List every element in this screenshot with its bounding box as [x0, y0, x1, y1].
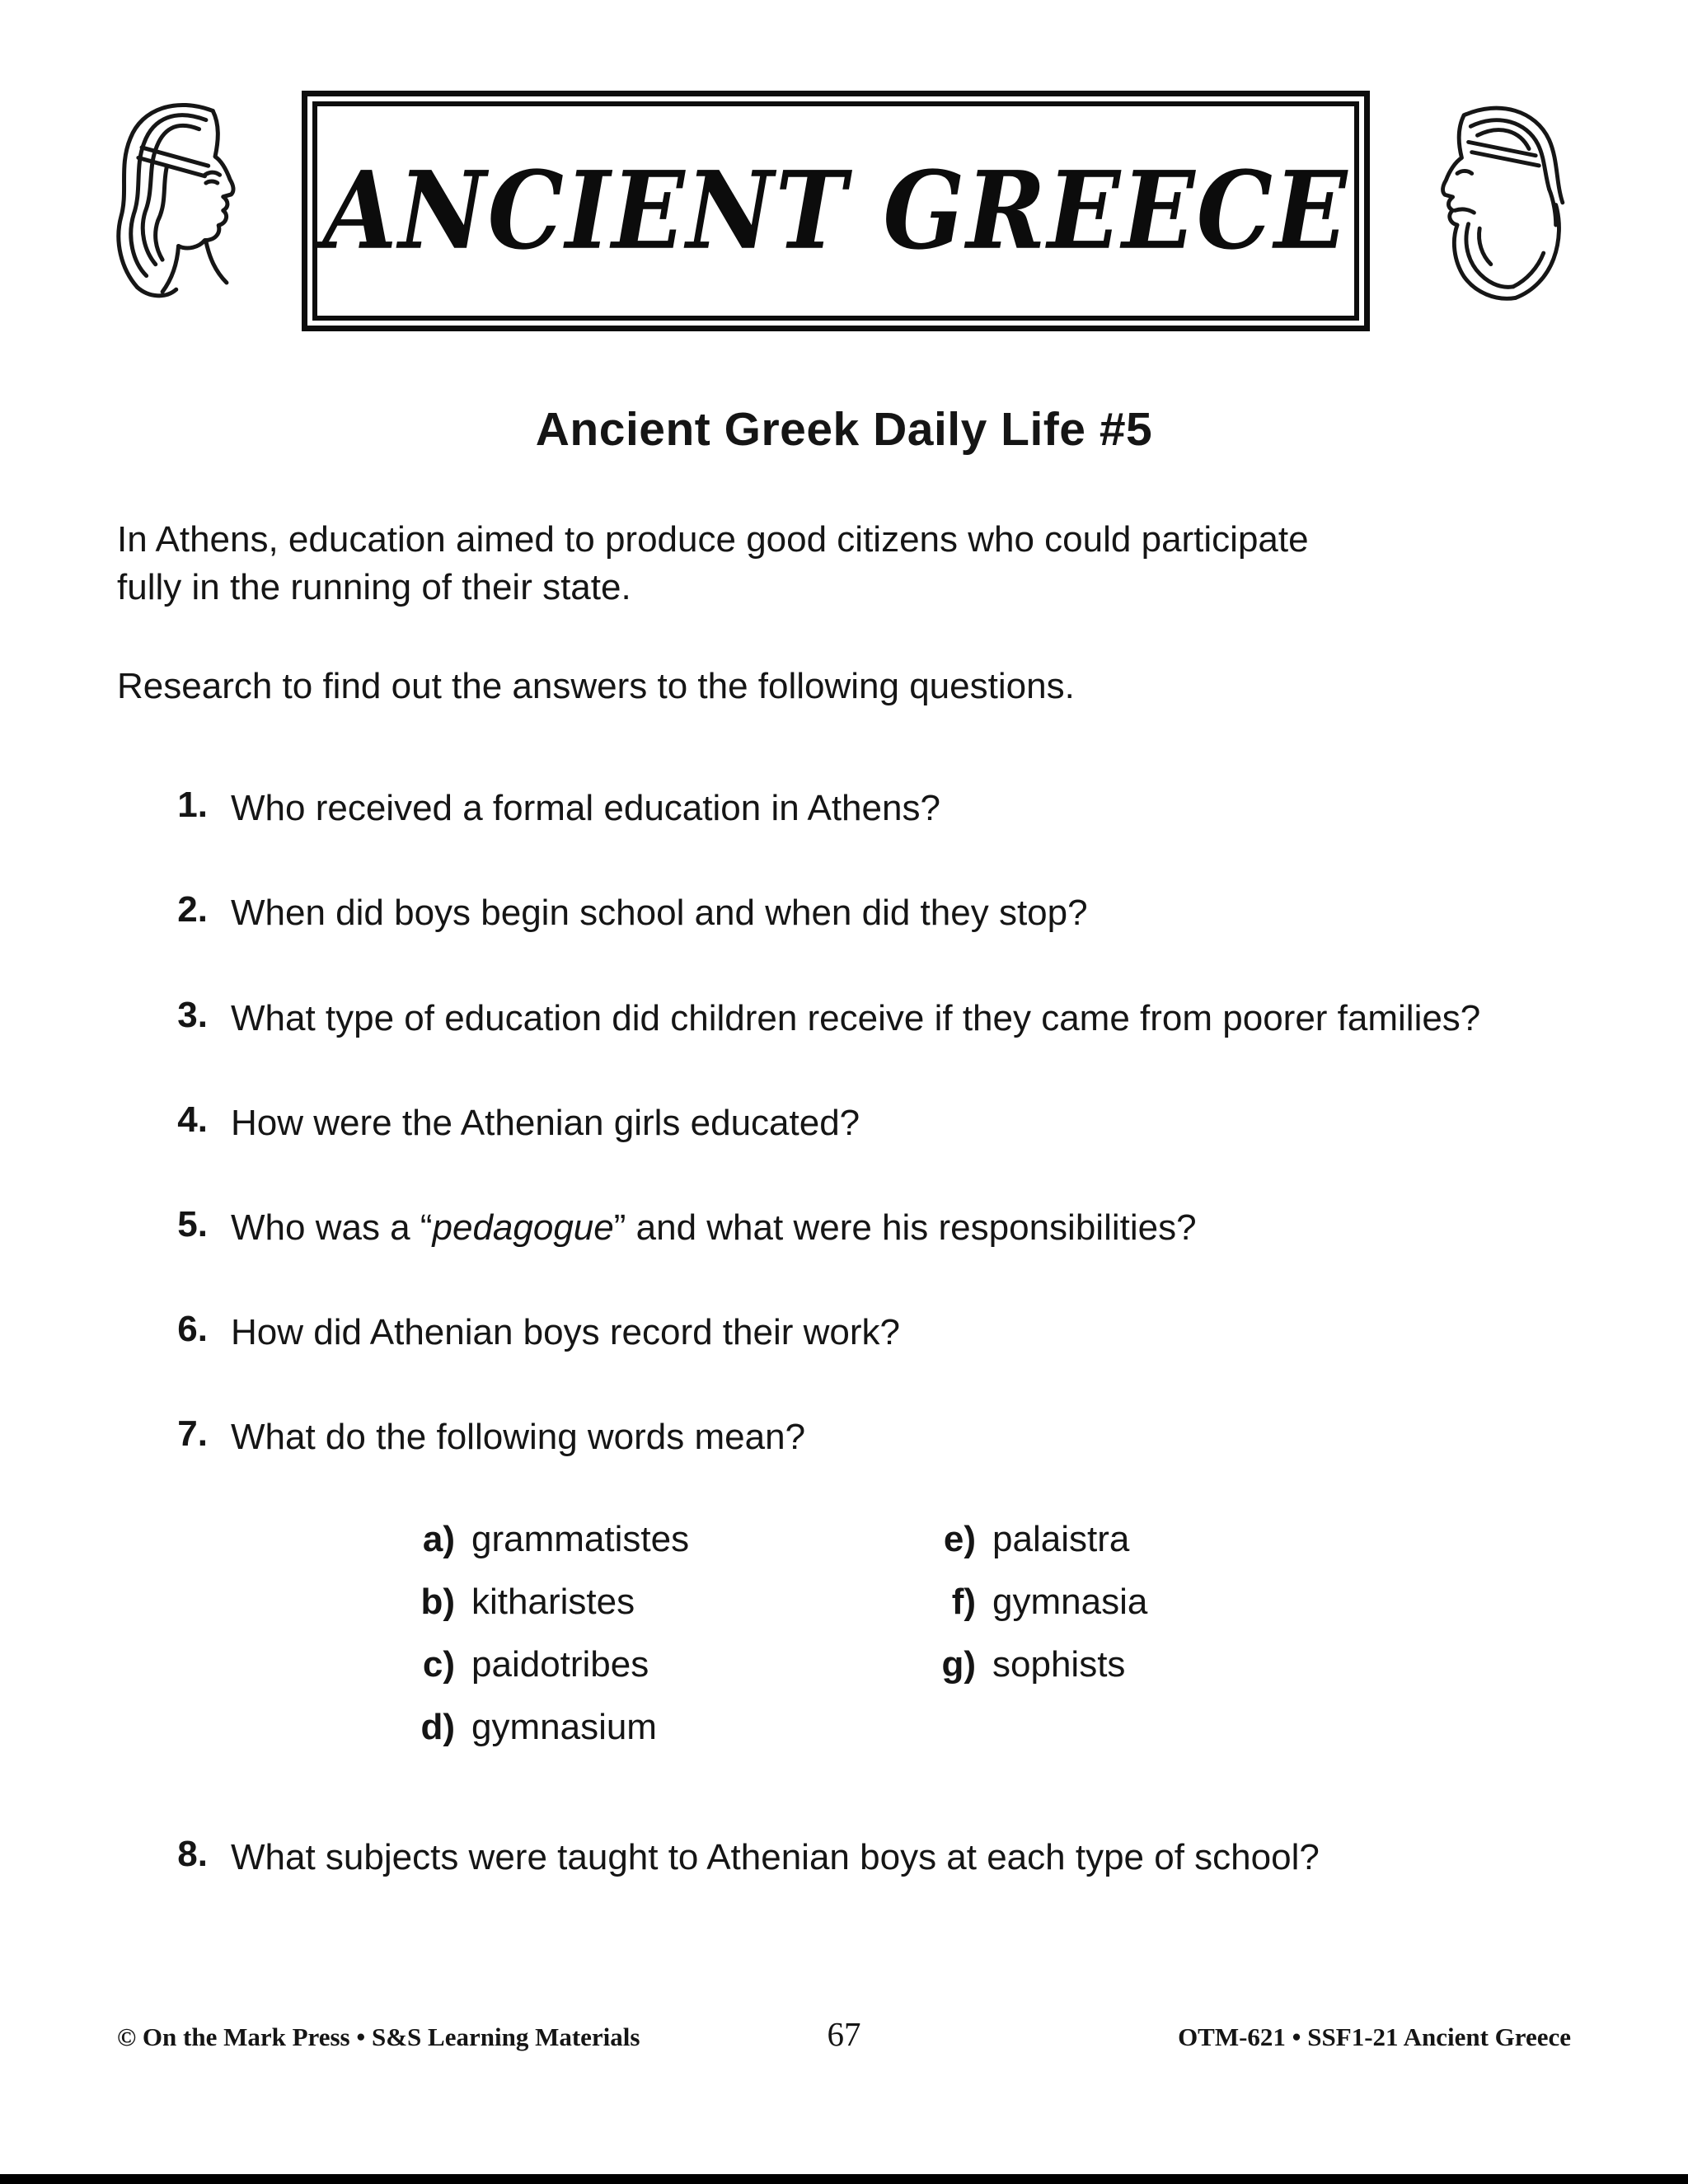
- word-letter: a): [422, 1518, 455, 1559]
- question-item-3: [160, 995, 1571, 1042]
- word-letter: e): [943, 1518, 976, 1559]
- question-text-italic-term: pedagogue: [432, 1207, 614, 1248]
- word-text: paidotribes: [471, 1643, 649, 1685]
- banner-title: ANCIENT GREECE: [322, 148, 1349, 274]
- question-text: How were the Athenian girls educated?: [231, 1102, 860, 1143]
- instruction-paragraph: Research to find out the answers to the following questions.: [117, 666, 1075, 707]
- question-text: [231, 1204, 1197, 1251]
- male-head-illustration: [1381, 97, 1589, 321]
- question-number: 8.: [177, 1833, 208, 1874]
- intro-paragraph: In Athens, education aimed to produce good citizens who could participate fully in the running of their state.: [117, 519, 1309, 608]
- word-text: palaistra: [992, 1518, 1130, 1559]
- word-list: [407, 1519, 1571, 1769]
- question-number: 3.: [177, 994, 208, 1035]
- question-number: 5.: [177, 1203, 208, 1244]
- footer-publisher: © On the Mark Press • S&S Learning Materials: [117, 2022, 640, 2051]
- word-text: sophists: [992, 1643, 1126, 1685]
- footer-page-number: 67: [827, 2015, 861, 2053]
- word-item: [407, 1582, 928, 1644]
- question-item-7: [160, 1413, 1571, 1460]
- page-footer: [117, 2014, 1571, 2054]
- word-letter: c): [422, 1643, 455, 1685]
- right-head-art: [1381, 97, 1589, 326]
- question-number: 2.: [177, 889, 208, 930]
- word-item: [407, 1644, 928, 1707]
- question-number: 1.: [177, 785, 208, 826]
- left-head-art: [99, 95, 290, 328]
- content-area: [117, 516, 1571, 1881]
- question-number: 4.: [177, 1099, 208, 1140]
- word-item: [928, 1644, 1147, 1707]
- bottom-edge-bar: [0, 2174, 1688, 2184]
- question-item-8: [160, 1834, 1571, 1881]
- question-list: [160, 785, 1571, 1881]
- question-text-post: ” and what were his responsibilities?: [613, 1207, 1197, 1248]
- word-item: [407, 1519, 928, 1582]
- footer-product-code: OTM-621 • SSF1-21 Ancient Greece: [1178, 2022, 1571, 2051]
- word-text: gymnasia: [992, 1581, 1148, 1622]
- question-text-pre: Who was a “: [231, 1207, 433, 1248]
- question-item-2: [160, 889, 1571, 936]
- question-text: How did Athenian boys record their work?: [231, 1312, 900, 1353]
- question-number: 6.: [177, 1309, 208, 1350]
- word-letter: g): [941, 1643, 976, 1685]
- question-text: Who received a formal education in Athens?: [231, 788, 940, 829]
- banner-frame: [302, 91, 1370, 331]
- word-text: kitharistes: [471, 1581, 635, 1622]
- question-text: What type of education did children receive if they came from poorer families?: [231, 997, 1481, 1038]
- question-number: 7.: [177, 1413, 208, 1455]
- word-text: grammatistes: [471, 1518, 690, 1559]
- question-text: When did boys begin school and when did they stop?: [231, 893, 1088, 934]
- word-item: [407, 1707, 928, 1769]
- word-list-right-column: [928, 1519, 1147, 1769]
- question-text: What do the following words mean?: [231, 1417, 806, 1458]
- page-title: Ancient Greek Daily Life #5: [535, 403, 1153, 456]
- word-item: [928, 1582, 1147, 1644]
- female-head-illustration: [99, 95, 290, 324]
- word-text: gymnasium: [471, 1706, 657, 1747]
- question-item-1: [160, 785, 1571, 832]
- question-text: What subjects were taught to Athenian boys at each type of school?: [231, 1836, 1320, 1877]
- word-letter: d): [420, 1706, 455, 1747]
- word-letter: b): [420, 1581, 455, 1622]
- header-banner: [99, 91, 1589, 331]
- word-list-left-column: [407, 1519, 928, 1769]
- question-item-6: [160, 1309, 1571, 1356]
- banner-inner-frame: [312, 101, 1359, 321]
- question-item-4: [160, 1099, 1571, 1146]
- word-item: [928, 1519, 1147, 1582]
- question-item-5: [160, 1204, 1571, 1251]
- word-letter: f): [951, 1581, 976, 1622]
